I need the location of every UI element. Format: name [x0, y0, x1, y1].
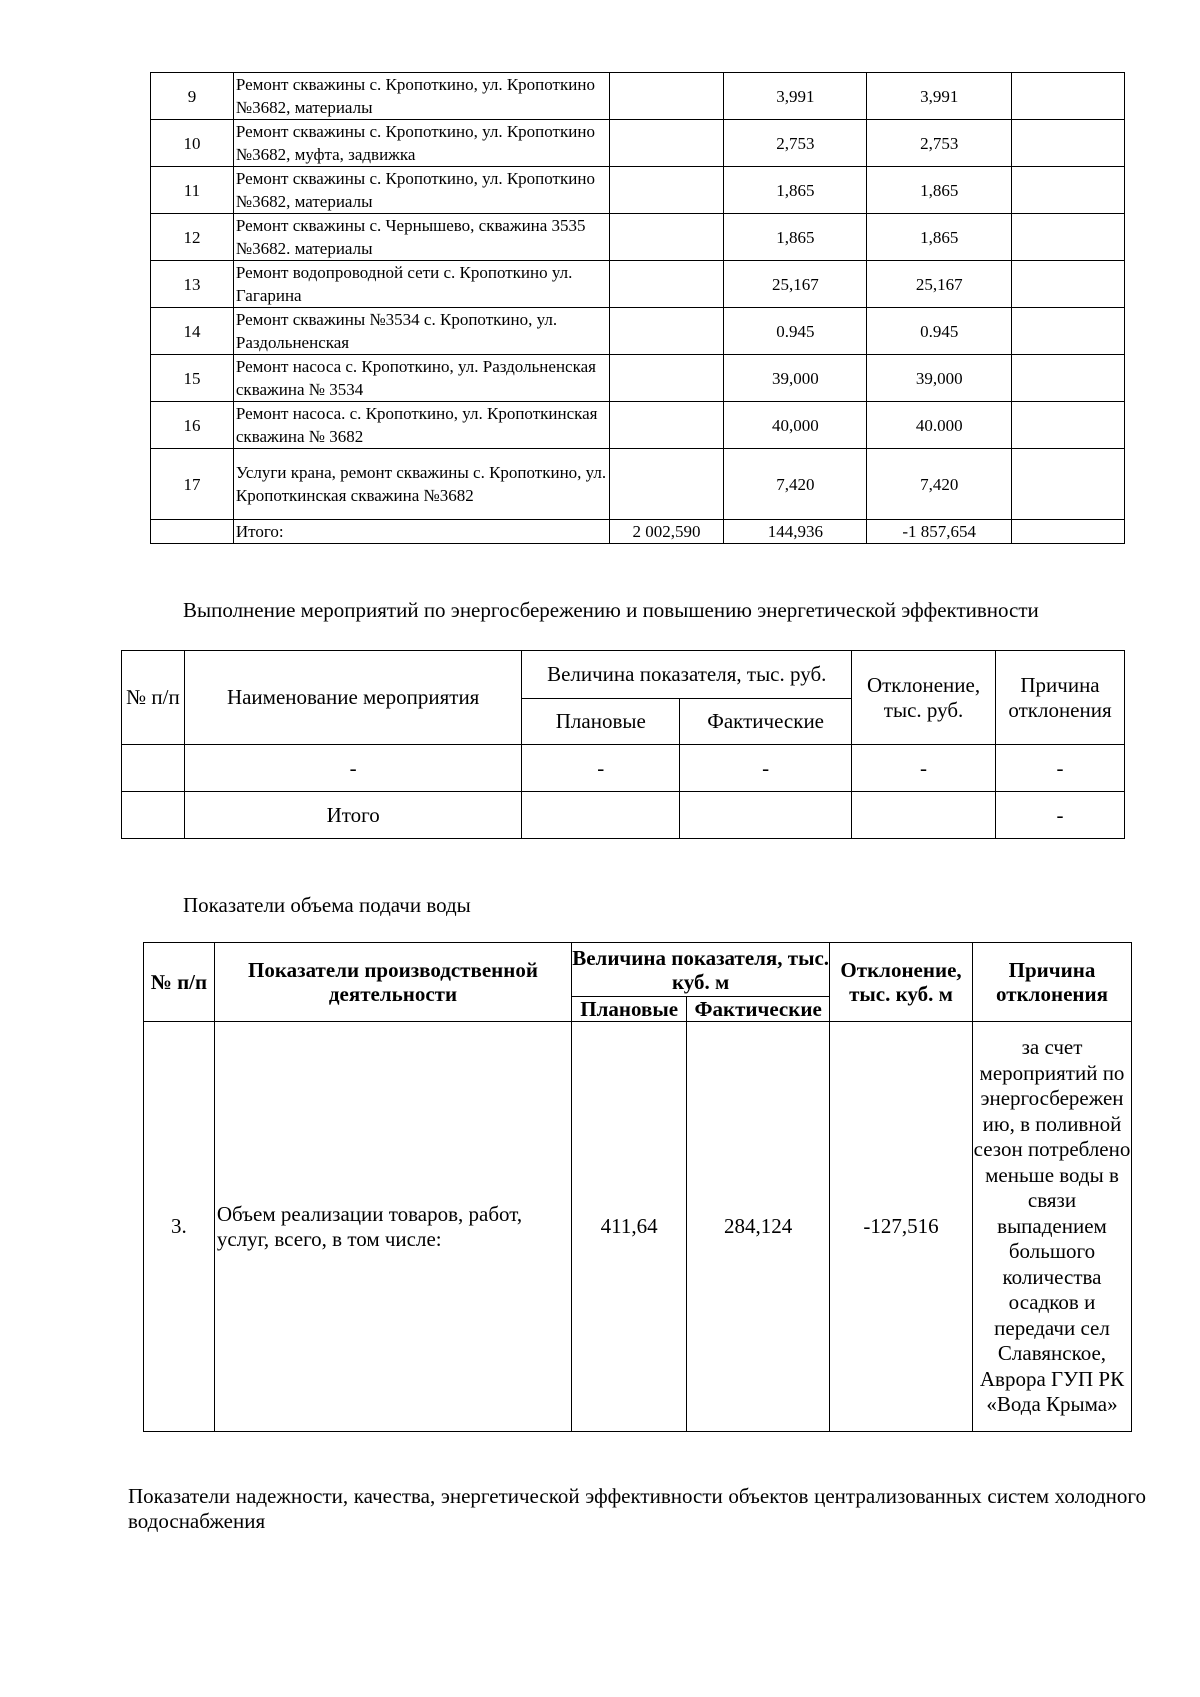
header-fact: Фактические: [680, 699, 852, 745]
water-heading: Показатели объема подачи воды: [183, 893, 471, 917]
row-fact: 1,865: [724, 167, 867, 214]
table-row: [151, 449, 1125, 520]
total-plan: 2 002,590: [609, 520, 724, 544]
table-row: [151, 214, 1125, 261]
row-name: Объем реализации товаров, работ, услуг, всего, в том числе:: [214, 1022, 571, 1432]
header-row: [144, 943, 1132, 997]
repairs-table: [150, 72, 1125, 544]
reliability-heading: Показатели надежности, качества, энергетической эффективности объектов централизованных систем холодного водоснабжения: [128, 1484, 1146, 1533]
table-row: [151, 402, 1125, 449]
row-deviation: 25,167: [867, 261, 1012, 308]
header-deviation: Отклонение, тыс. руб.: [852, 651, 996, 745]
row-number: 16: [151, 402, 234, 449]
table-row: [151, 355, 1125, 402]
row-deviation: 2,753: [867, 120, 1012, 167]
table-row: [151, 167, 1125, 214]
row-name: Ремонт скважины с. Кропоткино, ул. Кропоткино №3682, материалы: [233, 167, 609, 214]
table-row: [151, 73, 1125, 120]
row-fact: 1,865: [724, 214, 867, 261]
energy-table: [121, 650, 1125, 839]
row-name: -: [184, 745, 522, 792]
row-fact: 40,000: [724, 402, 867, 449]
row-number: [122, 745, 185, 792]
total-deviation: [852, 792, 996, 839]
total-reason: -: [996, 792, 1125, 839]
row-plan: [609, 261, 724, 308]
table-row: [151, 308, 1125, 355]
row-plan: 411,64: [572, 1022, 687, 1432]
total-row: [151, 520, 1125, 544]
total-fact: 144,936: [724, 520, 867, 544]
row-reason: [1012, 449, 1125, 520]
row-deviation: 0.945: [867, 308, 1012, 355]
row-fact: -: [680, 745, 852, 792]
row-fact: 25,167: [724, 261, 867, 308]
row-plan: [609, 120, 724, 167]
total-label: Итого:: [233, 520, 609, 544]
row-fact: 3,991: [724, 73, 867, 120]
row-plan: [609, 167, 724, 214]
total-deviation: -1 857,654: [867, 520, 1012, 544]
row-number: 12: [151, 214, 234, 261]
row-number: 11: [151, 167, 234, 214]
row-plan: [609, 449, 724, 520]
row-reason: [1012, 261, 1125, 308]
row-reason: [1012, 402, 1125, 449]
row-deviation: 7,420: [867, 449, 1012, 520]
water-table: [143, 942, 1132, 1432]
header-num: № п/п: [122, 651, 185, 745]
header-name: Наименование мероприятия: [184, 651, 522, 745]
table-row: [151, 261, 1125, 308]
row-number: 17: [151, 449, 234, 520]
row-deviation: 1,865: [867, 167, 1012, 214]
total-label: Итого: [184, 792, 522, 839]
header-name: Показатели производственной деятельности: [214, 943, 571, 1022]
row-deviation: 39,000: [867, 355, 1012, 402]
header-value: Величина показателя, тыс. руб.: [522, 651, 852, 699]
row-plan: -: [522, 745, 680, 792]
row-fact: 284,124: [687, 1022, 830, 1432]
total-plan: [522, 792, 680, 839]
row-plan: [609, 355, 724, 402]
total-row: [122, 792, 1125, 839]
row-fact: 7,420: [724, 449, 867, 520]
total-number: [122, 792, 185, 839]
row-deviation: -127,516: [830, 1022, 973, 1432]
row-reason: [1012, 120, 1125, 167]
table-row: [144, 1022, 1132, 1432]
header-row: [122, 651, 1125, 699]
row-reason: за счет мероприятий по энергосбережен ию, в поливной сезон потреблено меньше воды в связи выпадением большого количества осадков и передачи сел Славянское, Аврора ГУП РК «Вода Крыма»: [973, 1022, 1132, 1432]
header-num: № п/п: [144, 943, 215, 1022]
header-reason: Причина отклонения: [996, 651, 1125, 745]
row-deviation: 40.000: [867, 402, 1012, 449]
energy-heading: Выполнение мероприятий по энергосбережению и повышению энергетической эффективности: [183, 598, 1039, 622]
row-number: 3.: [144, 1022, 215, 1432]
row-deviation: -: [852, 745, 996, 792]
row-reason: [1012, 214, 1125, 261]
row-fact: 0.945: [724, 308, 867, 355]
row-deviation: 1,865: [867, 214, 1012, 261]
row-plan: [609, 308, 724, 355]
row-deviation: 3,991: [867, 73, 1012, 120]
header-fact: Фактические: [687, 997, 830, 1022]
header-reason: Причина отклонения: [973, 943, 1132, 1022]
row-fact: 39,000: [724, 355, 867, 402]
row-plan: [609, 402, 724, 449]
table-row: [151, 120, 1125, 167]
row-name: Ремонт скважины с. Кропоткино, ул. Кропоткино №3682, муфта, задвижка: [233, 120, 609, 167]
row-reason: [1012, 355, 1125, 402]
header-plan: Плановые: [572, 997, 687, 1022]
row-number: 15: [151, 355, 234, 402]
header-plan: Плановые: [522, 699, 680, 745]
row-number: 10: [151, 120, 234, 167]
row-name: Услуги крана, ремонт скважины с. Кропоткино, ул. Кропоткинская скважина №3682: [233, 449, 609, 520]
row-fact: 2,753: [724, 120, 867, 167]
row-reason: [1012, 167, 1125, 214]
header-deviation: Отклонение, тыс. куб. м: [830, 943, 973, 1022]
row-reason: -: [996, 745, 1125, 792]
row-name: Ремонт насоса. с. Кропоткино, ул. Кропоткинская скважина № 3682: [233, 402, 609, 449]
row-reason: [1012, 308, 1125, 355]
row-name: Ремонт скважины №3534 с. Кропоткино, ул. Раздольненская: [233, 308, 609, 355]
total-fact: [680, 792, 852, 839]
row-number: 14: [151, 308, 234, 355]
row-name: Ремонт скважины с. Кропоткино, ул. Кропоткино №3682, материалы: [233, 73, 609, 120]
table-row: [122, 745, 1125, 792]
header-value: Величина показателя, тыс. куб. м: [572, 943, 830, 997]
row-name: Ремонт насоса с. Кропоткино, ул. Раздольненская скважина № 3534: [233, 355, 609, 402]
row-name: Ремонт скважины с. Чернышево, скважина 3535 №3682. материалы: [233, 214, 609, 261]
row-number: 13: [151, 261, 234, 308]
row-reason: [1012, 73, 1125, 120]
total-number: [151, 520, 234, 544]
total-reason: [1012, 520, 1125, 544]
row-plan: [609, 73, 724, 120]
row-number: 9: [151, 73, 234, 120]
row-name: Ремонт водопроводной сети с. Кропоткино ул. Гагарина: [233, 261, 609, 308]
row-plan: [609, 214, 724, 261]
